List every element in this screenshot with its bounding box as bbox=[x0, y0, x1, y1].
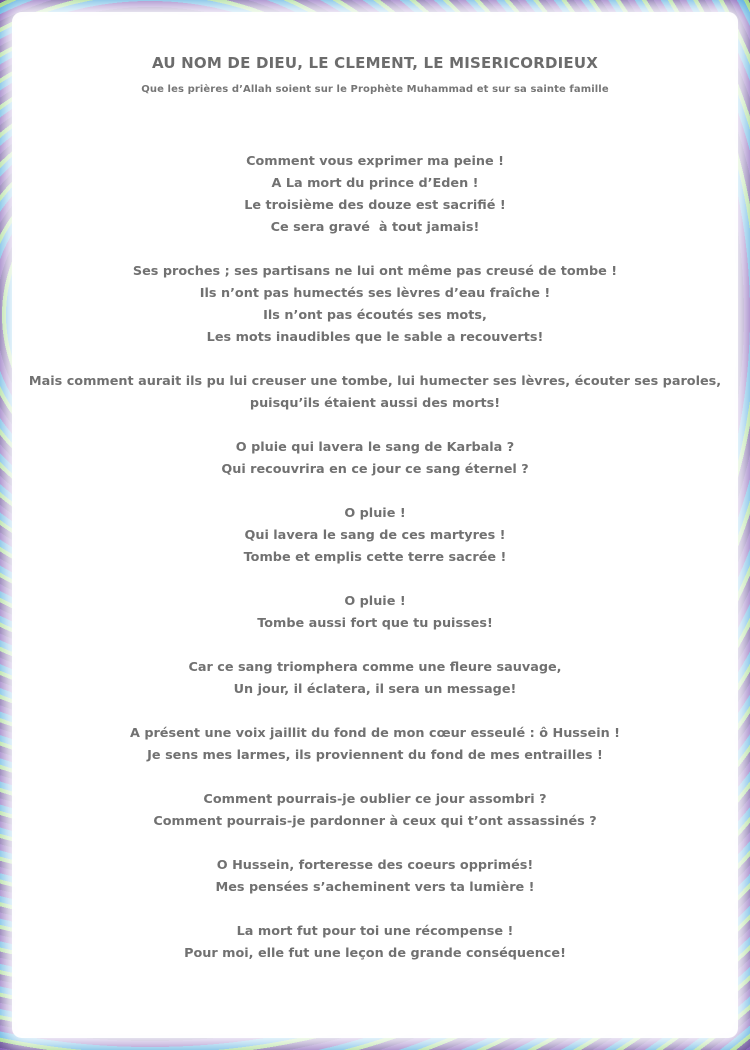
stanza bbox=[0, 437, 750, 481]
stanza bbox=[0, 371, 750, 415]
poem-line: puisqu’ils étaient aussi des morts! bbox=[249, 396, 501, 411]
poem-line: Tombe aussi fort que tu puisses! bbox=[257, 616, 493, 631]
poem-line: Ses proches ; ses partisans ne lui ont même pas creusé de tombe ! bbox=[132, 264, 618, 279]
stanza bbox=[0, 151, 750, 239]
stanza bbox=[0, 657, 750, 701]
stanza bbox=[0, 789, 750, 833]
poem-line: Comment pourrais-je pardonner à ceux qui t’ont assassinés ? bbox=[153, 814, 597, 829]
poem-line: Pour moi, elle fut une leçon de grande conséquence! bbox=[184, 946, 566, 961]
poem-line: Ils n’ont pas écoutés ses mots, bbox=[263, 308, 487, 323]
poem-line: Un jour, il éclatera, il sera un message! bbox=[233, 682, 517, 697]
poem-line: Comment vous exprimer ma peine ! bbox=[246, 154, 504, 169]
poem-line: O pluie ! bbox=[344, 506, 406, 521]
stanza bbox=[0, 855, 750, 899]
poem-line: O pluie qui lavera le sang de Karbala ? bbox=[235, 440, 515, 455]
poem-line: Le troisième des douze est sacrifié ! bbox=[244, 198, 506, 213]
poem-line: Mais comment aurait ils pu lui creuser une tombe, lui humecter ses lèvres, écouter ses paroles, bbox=[28, 374, 722, 389]
poem-line: A La mort du prince d’Eden ! bbox=[271, 176, 479, 191]
page-subtitle: Que les prières d’Allah soient sur le Prophète Muhammad et sur sa sainte famille bbox=[141, 84, 609, 95]
poem-line: Ce sera gravé à tout jamais! bbox=[270, 220, 480, 235]
poem-line: O Hussein, forteresse des coeurs opprimés! bbox=[216, 858, 534, 873]
stanza bbox=[0, 591, 750, 635]
poem-line: A présent une voix jaillit du fond de mon cœur esseulé : ô Hussein ! bbox=[129, 726, 621, 741]
poem-line: Comment pourrais-je oublier ce jour assombri ? bbox=[203, 792, 547, 807]
poem-line: Ils n’ont pas humectés ses lèvres d’eau fraîche ! bbox=[199, 286, 551, 301]
stanza bbox=[0, 503, 750, 569]
stanza bbox=[0, 723, 750, 767]
poem-line: La mort fut pour toi une récompense ! bbox=[236, 924, 514, 939]
poem-line: Je sens mes larmes, ils proviennent du fond de mes entrailles ! bbox=[147, 748, 603, 763]
poem-line: Tombe et emplis cette terre sacrée ! bbox=[243, 550, 507, 565]
poem-line: Les mots inaudibles que le sable a recouverts! bbox=[206, 330, 544, 345]
poem-line: Qui lavera le sang de ces martyres ! bbox=[244, 528, 506, 543]
poem-line: Mes pensées s’acheminent vers ta lumière ! bbox=[215, 880, 535, 895]
stanza bbox=[0, 261, 750, 349]
poem bbox=[0, 151, 750, 987]
poem-line: Car ce sang triomphera comme une fleure sauvage, bbox=[188, 660, 562, 675]
poem-line: Qui recouvrira en ce jour ce sang éternel ? bbox=[221, 462, 529, 477]
poem-line: O pluie ! bbox=[344, 594, 406, 609]
stanza bbox=[0, 921, 750, 965]
page-title: AU NOM DE DIEU, LE CLEMENT, LE MISERICORDIEUX bbox=[152, 54, 598, 72]
